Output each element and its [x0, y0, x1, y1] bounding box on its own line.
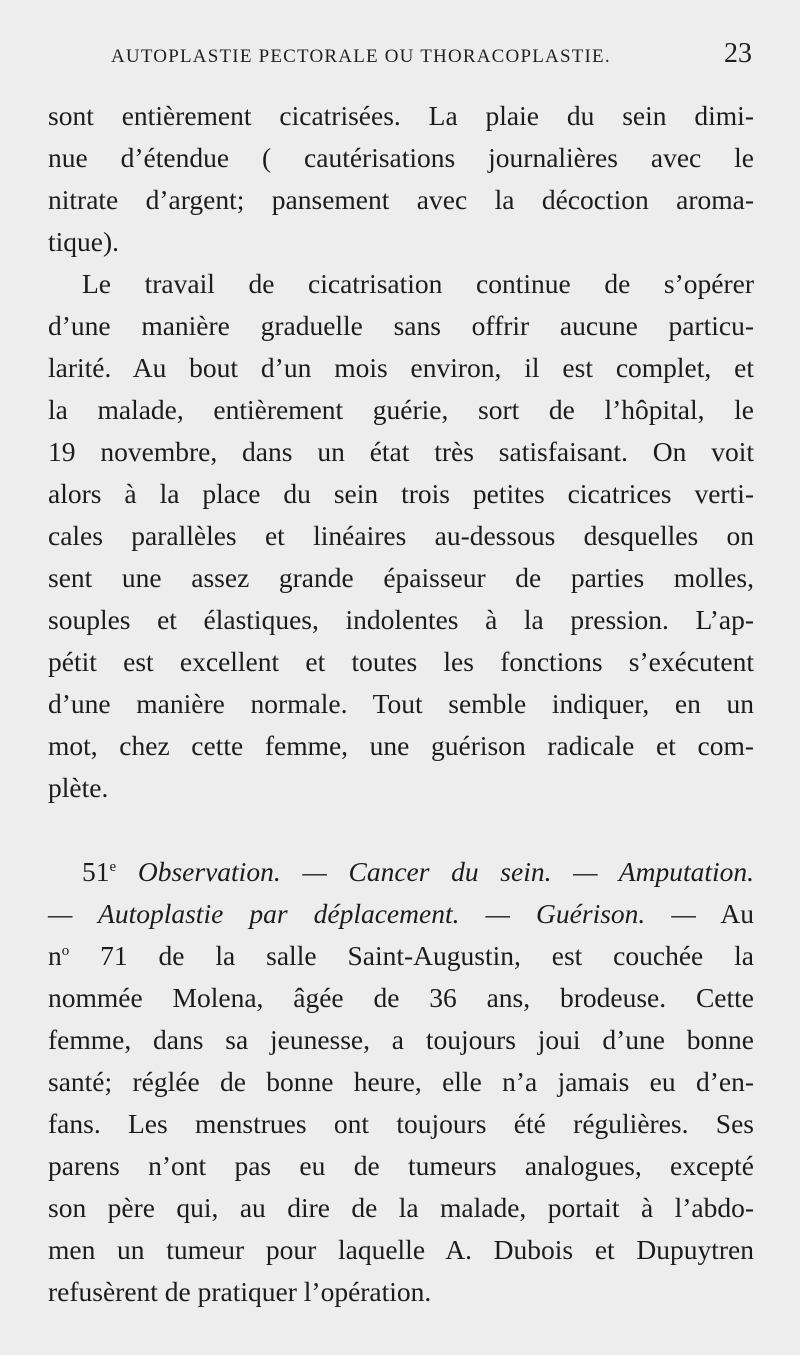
text-line: alors à la place du sein trois petites cicatrices verti-: [48, 478, 754, 509]
text-line: nommée Molena, âgée de 36 ans, brodeuse. Cette: [48, 982, 754, 1013]
observation-heading-line: [48, 893, 754, 935]
text-line: refusèrent de pratiquer l’opération.: [48, 1276, 432, 1307]
text-line: cales parallèles et linéaires au-dessous desquelles on: [48, 520, 754, 551]
text-line: Le travail de cicatrisation continue de s’opérer: [82, 268, 754, 299]
text-line: larité. Au bout d’un mois environ, il est complet, et: [48, 352, 754, 383]
text-fragment: 71 de la salle Saint-Augustin, est couchée la: [100, 940, 755, 971]
page-number: 23: [724, 38, 752, 69]
text-line: santé; réglée de bonne heure, elle n’a jamais eu d’en-: [48, 1066, 754, 1097]
running-title: AUTOPLASTIE PECTORALE OU THORACOPLASTIE.: [111, 46, 611, 67]
text-line: d’une manière normale. Tout semble indiquer, en un: [48, 688, 754, 719]
text-fragment: Au: [720, 898, 755, 929]
observation-section: [48, 851, 754, 1313]
paragraph-gap: [48, 809, 754, 851]
text-line: d’une manière graduelle sans offrir aucune particu-: [48, 310, 754, 341]
numero-sup: o: [61, 942, 70, 959]
text-line: mot, chez cette femme, une guérison radicale et com-: [48, 730, 754, 761]
observation-subheading: — Autoplastie par déplacement. — Guérison. —: [48, 898, 696, 929]
observation-number-sup: e: [109, 858, 117, 875]
text-line: nue d’étendue ( cautérisations journalières avec le: [48, 142, 754, 173]
text-line: fans. Les menstrues ont toujours été régulières. Ses: [48, 1108, 754, 1139]
text-line: souples et élastiques, indolentes à la pression. L’ap-: [48, 604, 754, 635]
text-line: sent une assez grande épaisseur de parties molles,: [48, 562, 754, 593]
text-line: [48, 935, 754, 977]
text-line: sont entièrement cicatrisées. La plaie du sein dimi-: [48, 100, 754, 131]
observation-heading: Observation. — Cancer du sein. — Amputation.: [137, 856, 755, 887]
text-line: parens n’ont pas eu de tumeurs analogues, excepté: [48, 1150, 754, 1181]
text-line: son père qui, au dire de la malade, portait à l’abdo-: [48, 1192, 754, 1223]
text-line: plète.: [48, 772, 109, 803]
observation-number: 51: [82, 856, 110, 887]
observation-heading-line: [48, 851, 754, 893]
text-line: pétit est excellent et toutes les fonctions s’exécutent: [48, 646, 754, 677]
paragraph-continuation: [48, 95, 754, 263]
numero-abbrev: n: [48, 940, 62, 971]
paragraph-healing: [48, 263, 754, 809]
body-text: [48, 95, 754, 1313]
text-line: femme, dans sa jeunesse, a toujours joui d’une bonne: [48, 1024, 754, 1055]
running-head: [48, 38, 754, 72]
text-line: tique).: [48, 226, 120, 257]
text-line: nitrate d’argent; pansement avec la décoction aroma-: [48, 184, 754, 215]
text-line: 19 novembre, dans un état très satisfaisant. On voit: [48, 436, 754, 467]
text-line: men un tumeur pour laquelle A. Dubois et Dupuytren: [48, 1234, 754, 1265]
text-line: la malade, entièrement guérie, sort de l’hôpital, le: [48, 394, 754, 425]
